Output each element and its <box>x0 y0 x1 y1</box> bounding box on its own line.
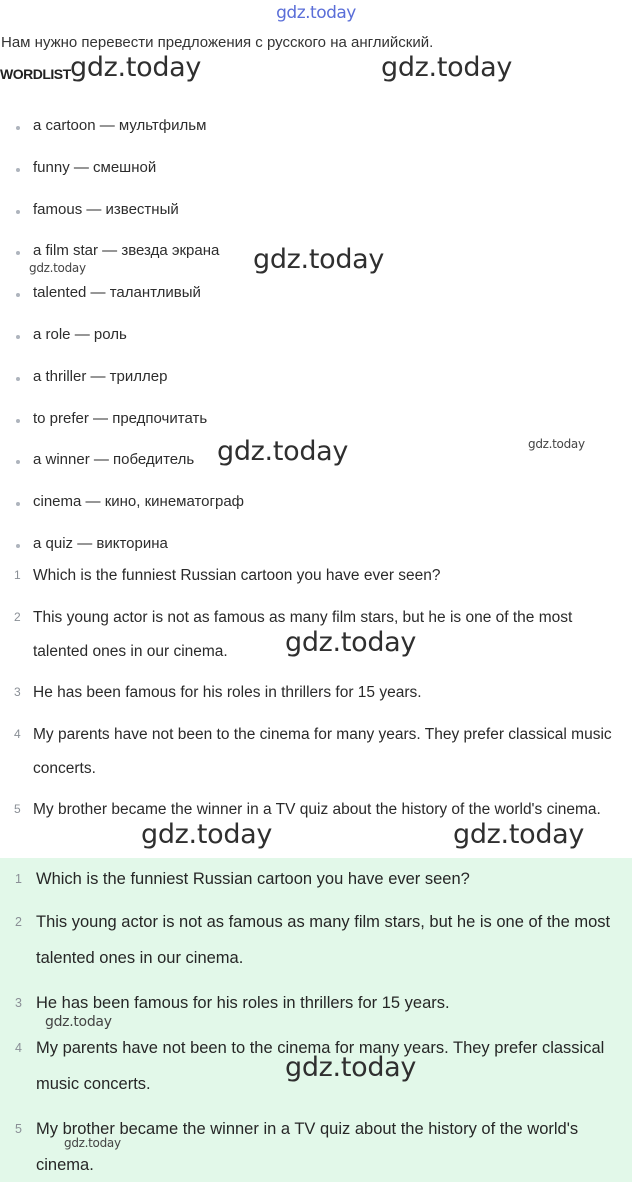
watermark: gdz.today <box>528 437 585 451</box>
question-number: 1 <box>14 568 21 582</box>
answer-number: 4 <box>15 1041 22 1055</box>
task-instruction: Нам нужно перевести предложения с русского на английский. <box>1 34 434 51</box>
bullet-icon <box>16 293 20 297</box>
watermark: gdz.today <box>141 819 273 850</box>
question-text: My brother became the winner in a TV quiz about the history of the world's cinema. <box>33 801 601 818</box>
bullet-icon <box>16 168 20 172</box>
bullet-icon <box>16 419 20 423</box>
answer-text: My brother became the winner in a TV quiz about the history of the world's cinema. <box>36 1120 579 1174</box>
site-logo[interactable]: gdz.today <box>276 3 356 23</box>
bullet-icon <box>16 544 20 548</box>
question-number: 4 <box>14 727 21 741</box>
answer-text: This young actor is not as famous as many film stars, but he is one of the most talented ones in our cinema. <box>36 913 611 967</box>
question-text: Which is the funniest Russian cartoon you have ever seen? <box>33 567 441 584</box>
question-number: 3 <box>14 685 21 699</box>
watermark: gdz.today <box>64 1136 121 1150</box>
question-text: This young actor is not as famous as many film stars, but he is one of the most talented ones in our cinema. <box>33 609 573 660</box>
bullet-icon <box>16 335 20 339</box>
question-number: 5 <box>14 802 21 816</box>
bullet-icon <box>16 460 20 464</box>
bullet-icon <box>16 126 20 130</box>
wordlist-heading: WORDLIST <box>0 66 71 82</box>
watermark: gdz.today <box>381 52 513 83</box>
watermark: gdz.today <box>70 52 202 83</box>
vocabulary-list: a cartoon — мультфильм funny — смешной famous — известный a film star — звезда экрана talented — талантливый a role — роль a thriller — триллер to prefer — предпочитать a winner — победитель cinema — кино, кинематограф a quiz — викторина <box>0 0 632 560</box>
answer-number: 2 <box>15 915 22 929</box>
answer-text: My parents have not been to the cinema for many years. They prefer classical music concerts. <box>36 1039 605 1093</box>
answer-text: Which is the funniest Russian cartoon you have ever seen? <box>36 870 470 888</box>
answer-number: 1 <box>15 872 22 886</box>
bullet-icon <box>16 502 20 506</box>
bullet-icon <box>16 251 20 255</box>
watermark: gdz.today <box>253 244 385 275</box>
watermark: gdz.today <box>217 436 349 467</box>
bullet-icon <box>16 377 20 381</box>
answer-number: 5 <box>15 1122 22 1136</box>
answer-text: He has been famous for his roles in thrillers for 15 years. <box>36 994 450 1012</box>
watermark: gdz.today <box>453 819 585 850</box>
question-text: He has been famous for his roles in thrillers for 15 years. <box>33 684 422 701</box>
bullet-icon <box>16 210 20 214</box>
watermark: gdz.today <box>29 261 86 275</box>
watermark: gdz.today <box>45 1014 112 1030</box>
question-number: 2 <box>14 610 21 624</box>
watermark: gdz.today <box>285 1052 417 1083</box>
watermark: gdz.today <box>285 627 417 658</box>
question-text: My parents have not been to the cinema for many years. They prefer classical music concerts. <box>33 726 612 777</box>
answer-number: 3 <box>15 996 22 1010</box>
